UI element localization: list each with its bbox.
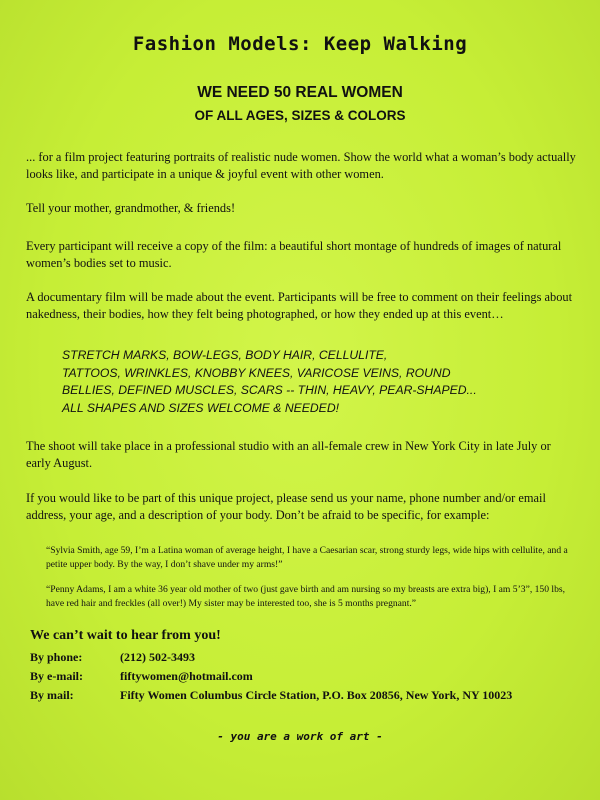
headline-primary: WE NEED 50 REAL WOMEN — [197, 84, 403, 101]
contact-email — [30, 667, 512, 686]
documentary-paragraph: A documentary film will be made about the event. Participants will be free to comment on their feelings about nakedness, their bodies, how they felt being photographed, or how they ended up at this event… — [26, 290, 573, 321]
contact-label: By e-mail: — [30, 669, 83, 683]
flyer-title: Fashion Models: Keep Walking — [132, 33, 468, 55]
trait-line: STRETCH MARKS, BOW-LEGS, BODY HAIR, CELLULITE, — [62, 348, 388, 362]
body-traits-list — [62, 347, 570, 417]
mailing-address: Fifty Women Columbus Circle Station, P.O. Box 20856, New York, NY 10023 — [120, 688, 513, 702]
film-copy-paragraph: Every participant will receive a copy of the film: a beautiful short montage of hundreds of images of natural women’s bodies set to music. — [26, 239, 562, 270]
contact-mail — [30, 686, 512, 705]
email-address[interactable]: fiftywomen@hotmail.com — [120, 669, 253, 683]
example-quote: “Sylvia Smith, age 59, I’m a Latina woman of average height, I have a Caesarian scar, strong sturdy legs, wide hips with cellulite, and a petite upper body. By the way, I don’t shave under my arms!” — [46, 545, 568, 570]
contact-phone — [30, 648, 512, 667]
example-quote: “Penny Adams, I am a white 36 year old mother of two (just gave birth and am nursing so my breasts are extra big), I am 5’3”, 150 lbs, have red hair and freckles (all over!) My sister may be interested too, she is 5 months pregnant.” — [46, 584, 566, 609]
intro-paragraph: ... for a film project featuring portraits of realistic nude women. Show the world what a woman’s body actually looks like, and participate in a unique & joyful event with other women. — [26, 150, 576, 181]
phone-number[interactable]: (212) 502-3493 — [120, 650, 195, 664]
trait-line: TATTOOS, WRINKLES, KNOBBY KNEES, VARICOSE VEINS, ROUND — [62, 365, 451, 380]
contact-list — [30, 648, 512, 705]
call-to-action: We can’t wait to hear from you! — [30, 628, 221, 643]
headline-secondary: OF ALL AGES, SIZES & COLORS — [194, 108, 406, 123]
trait-line: ALL SHAPES AND SIZES WELCOME & NEEDED! — [62, 400, 340, 415]
footer-tagline: - you are a work of art - — [217, 730, 383, 743]
instructions-paragraph: If you would like to be part of this unique project, please send us your name, phone number and/or email address, your age, and a description of your body. Don’t be afraid to be specific, for example: — [26, 491, 546, 522]
contact-label: By phone: — [30, 650, 83, 664]
shoot-info-paragraph: The shoot will take place in a professional studio with an all-female crew in New York City in late July or early August. — [26, 439, 551, 470]
contact-label: By mail: — [30, 688, 74, 702]
trait-line: BELLIES, DEFINED MUSCLES, SCARS -- THIN, HEAVY, PEAR-SHAPED... — [62, 383, 477, 397]
tell-friends-paragraph: Tell your mother, grandmother, & friends! — [26, 201, 236, 215]
